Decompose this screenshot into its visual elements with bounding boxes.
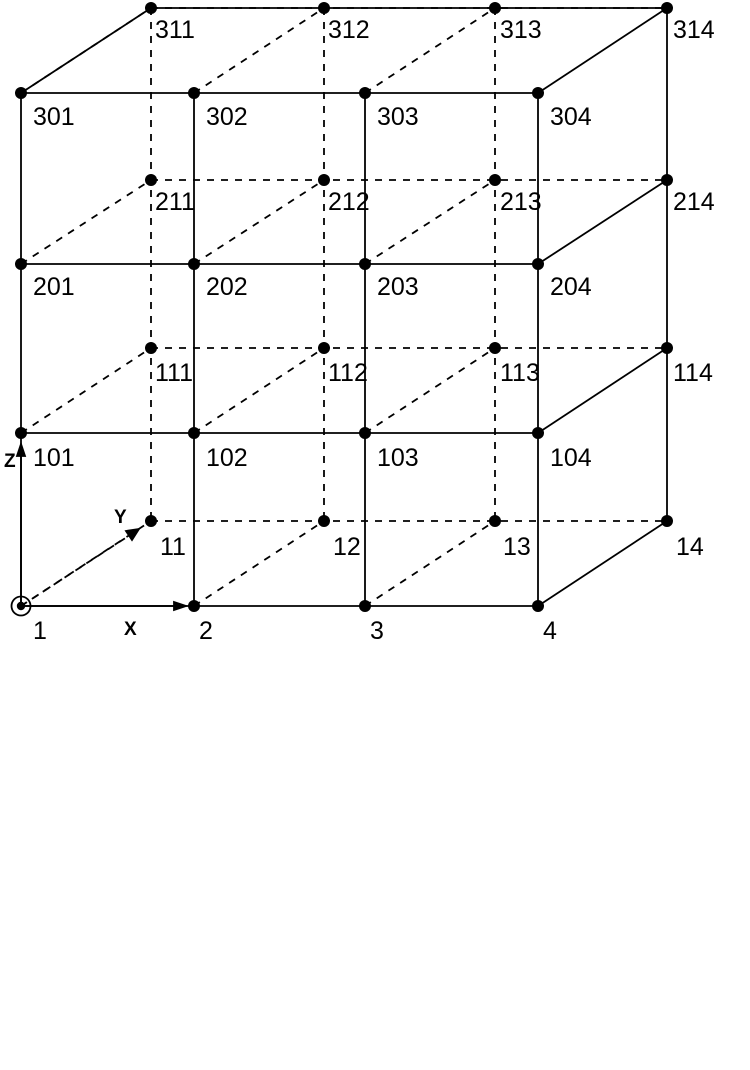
hidden-edge xyxy=(365,521,495,606)
edge xyxy=(538,521,667,606)
origin-node xyxy=(17,602,25,610)
node xyxy=(145,174,157,186)
node-label-1: 1 xyxy=(33,617,47,645)
y-axis-label: Y xyxy=(114,507,127,528)
node-label-314: 314 xyxy=(673,16,715,44)
x-axis-arrow xyxy=(174,602,186,610)
node xyxy=(15,427,27,439)
node-label-101: 101 xyxy=(33,444,75,472)
node-label-201: 201 xyxy=(33,273,75,301)
node-label-202: 202 xyxy=(206,273,248,301)
node-label-14: 14 xyxy=(676,533,704,561)
nodes-group xyxy=(12,2,674,616)
edge xyxy=(21,8,151,93)
node-label-104: 104 xyxy=(550,444,592,472)
node-label-111: 111 xyxy=(155,359,194,387)
node xyxy=(489,2,501,14)
node xyxy=(359,427,371,439)
node-label-312: 312 xyxy=(328,16,370,44)
hidden-edge xyxy=(194,180,324,264)
node-label-311: 311 xyxy=(155,16,195,44)
node xyxy=(532,87,544,99)
edge xyxy=(538,348,667,433)
node xyxy=(188,87,200,99)
hidden-edge xyxy=(365,348,495,433)
y-axis-arrow xyxy=(126,529,139,540)
node xyxy=(145,342,157,354)
node-label-313: 313 xyxy=(500,16,542,44)
hidden-edge xyxy=(365,180,495,264)
node xyxy=(318,515,330,527)
hidden-edge xyxy=(194,521,324,606)
node-label-4: 4 xyxy=(543,617,557,645)
node xyxy=(532,258,544,270)
node xyxy=(661,2,673,14)
node-label-3: 3 xyxy=(370,617,384,645)
x-axis-label: X xyxy=(124,619,137,640)
node xyxy=(661,174,673,186)
node xyxy=(15,87,27,99)
node xyxy=(318,342,330,354)
node-label-11: 11 xyxy=(160,533,186,561)
node xyxy=(661,515,673,527)
node xyxy=(145,2,157,14)
node xyxy=(532,600,544,612)
node xyxy=(188,427,200,439)
node xyxy=(359,600,371,612)
node xyxy=(489,174,501,186)
node-label-211: 211 xyxy=(155,188,195,216)
node-label-303: 303 xyxy=(377,103,419,131)
node-label-214: 214 xyxy=(673,188,715,216)
node xyxy=(489,515,501,527)
node-label-204: 204 xyxy=(550,273,592,301)
node xyxy=(318,174,330,186)
node-label-102: 102 xyxy=(206,444,248,472)
y-axis-line xyxy=(21,535,130,606)
node xyxy=(532,427,544,439)
node-label-304: 304 xyxy=(550,103,592,131)
node-label-212: 212 xyxy=(328,188,370,216)
hidden-edge xyxy=(194,8,324,93)
node xyxy=(145,515,157,527)
hidden-edge xyxy=(194,348,324,433)
node xyxy=(15,258,27,270)
z-axis-arrow xyxy=(17,444,25,456)
edge xyxy=(538,180,667,264)
edge xyxy=(538,8,667,93)
node-label-302: 302 xyxy=(206,103,248,131)
node xyxy=(359,87,371,99)
node-label-103: 103 xyxy=(377,444,419,472)
node xyxy=(489,342,501,354)
node xyxy=(188,258,200,270)
node-label-113: 113 xyxy=(500,359,540,387)
node-label-301: 301 xyxy=(33,103,75,131)
node xyxy=(188,600,200,612)
node-label-112: 112 xyxy=(328,359,368,387)
node-label-2: 2 xyxy=(199,617,213,645)
node-label-12: 12 xyxy=(333,533,361,561)
hidden-edge xyxy=(365,8,495,93)
node-label-213: 213 xyxy=(500,188,542,216)
node xyxy=(661,342,673,354)
hidden-edge xyxy=(21,180,151,264)
node-label-13: 13 xyxy=(503,533,531,561)
node-label-203: 203 xyxy=(377,273,419,301)
node xyxy=(318,2,330,14)
node-label-114: 114 xyxy=(673,359,713,387)
z-axis-label: Z xyxy=(4,451,16,472)
node xyxy=(359,258,371,270)
hidden-edge xyxy=(21,348,151,433)
